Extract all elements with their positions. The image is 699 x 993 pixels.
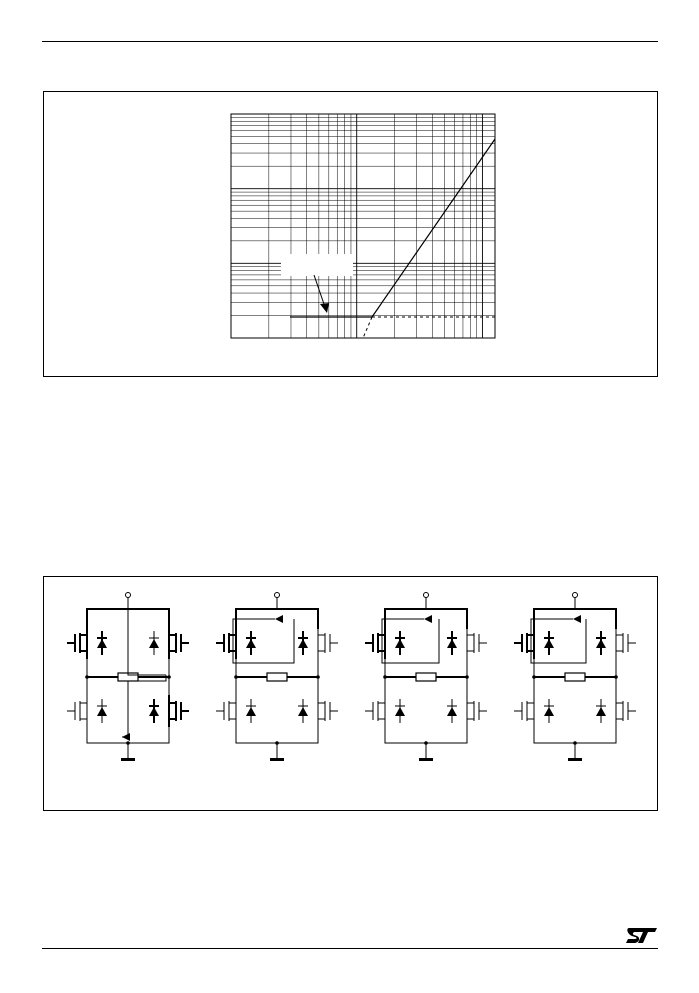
ground-symbol xyxy=(419,758,433,761)
supply-terminal xyxy=(275,593,280,598)
node-right xyxy=(316,675,320,679)
supply-terminal xyxy=(573,593,578,598)
node-left xyxy=(383,675,387,679)
current-path xyxy=(382,619,439,663)
bottom-rail xyxy=(534,727,616,743)
curve-dashed-tail xyxy=(363,317,372,338)
load-resistor xyxy=(267,673,287,681)
figure-2-h-bridge-schematics xyxy=(43,576,658,811)
bottom-rail xyxy=(236,727,318,743)
ground-symbol xyxy=(270,758,284,761)
node-right xyxy=(465,675,469,679)
bottom-rail xyxy=(385,727,467,743)
st-logo xyxy=(625,926,659,945)
log-plot-svg xyxy=(44,92,659,378)
node-left xyxy=(85,675,89,679)
supply-terminal xyxy=(424,593,429,598)
current-arrow xyxy=(573,615,581,623)
plot-area xyxy=(231,114,495,338)
h-bridge-circuit-b xyxy=(216,593,338,762)
load-resistor xyxy=(565,673,585,681)
h-bridge-schematics-svg xyxy=(44,577,659,812)
label-box xyxy=(281,254,353,276)
node-right xyxy=(614,675,618,679)
annotation-arrow-head xyxy=(320,303,329,313)
plot-frame xyxy=(231,114,495,338)
header-rule xyxy=(42,41,658,42)
current-path xyxy=(122,604,166,737)
current-path xyxy=(531,619,586,663)
current-path xyxy=(233,619,294,663)
node-left xyxy=(532,675,536,679)
figure-1-log-plot xyxy=(43,91,658,377)
supply-terminal xyxy=(126,593,131,598)
current-arrow xyxy=(424,615,432,623)
h-bridge-circuit-a xyxy=(67,593,189,762)
node-right xyxy=(167,675,171,679)
h-bridge-circuit-c xyxy=(365,593,487,762)
current-arrow xyxy=(275,615,283,623)
node-left xyxy=(234,675,238,679)
footer-rule xyxy=(42,948,658,949)
load-resistor xyxy=(416,673,436,681)
h-bridge-circuit-d xyxy=(514,593,636,762)
current-arrow xyxy=(122,733,130,741)
ground-symbol xyxy=(121,758,135,761)
ground-symbol xyxy=(568,758,582,761)
